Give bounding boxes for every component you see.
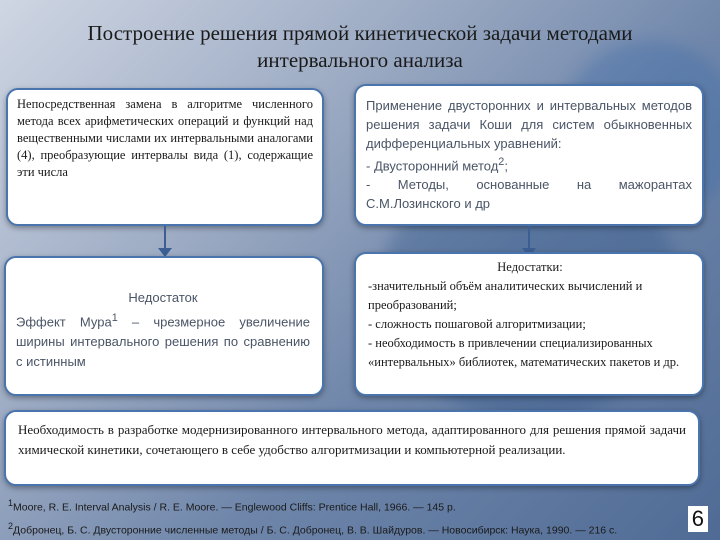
moore-effect-text: Эффект Мура$^1$ – чрезмерное увеличение ширины интервального решения по сравнению с истинным: [16, 312, 311, 370]
arrow-down-left: [156, 226, 174, 258]
two-sided-method-item: - Двусторонний метод$^2$;: [366, 156, 508, 174]
drawbacks-box: [354, 252, 704, 396]
direct-replacement-text: Непосредственная замена в алгоритме численного метода всех арифметических операций и функций над вещественными числами их интервальными аналогами (4), преобразующие интервалы вида (1), содержащие эти числа: [17, 97, 313, 179]
slide-title: Построение решения прямой кинетической задачи методами интервального анализа: [87, 21, 633, 72]
two-sided-methods-box: [354, 84, 704, 226]
conclusion-text: Необходимость в разработке модернизированного интервального метода, адаптированного для решения прямой задачи химической кинетики, сочетающего в себе удобство алгоритмизации и компьютерной реализации.: [18, 422, 686, 457]
drawback-line-3: - необходимость в привлечении специализированных «интервальных» библиотек, математических пакетов и др.: [368, 336, 680, 369]
moore-effect-box: [4, 256, 324, 396]
footnotes: [8, 494, 668, 539]
drawbacks-heading: Недостатки:: [497, 260, 563, 274]
page-number: 6: [688, 506, 708, 532]
footnote-1: $^1$Moore, R. E. Interval Analysis / R. E. Moore. — Englewood Cliffs: Prentice Hall, 1966. — 145 p.: [8, 498, 456, 514]
drawback-heading: Недостаток: [128, 290, 198, 305]
two-sided-methods-intro: Применение двусторонних и интервальных методов решения задачи Коши для систем обыкновенных дифференциальных уравнений:: [366, 98, 692, 151]
majorant-methods-item: - Методы, основанные на мажорантах С.М.Лозинского и др: [366, 177, 692, 212]
direct-replacement-box: [6, 88, 324, 226]
drawback-line-1: -значительный объём аналитических вычислений и преобразований;: [368, 279, 643, 312]
footnote-2: $^2$Добронец, Б. С. Двусторонние численные методы / Б. С. Добронец, В. В. Шайдуров. — Новосибирск: Наука, 1990. — 216 с.: [8, 520, 618, 536]
conclusion-box: [4, 410, 700, 486]
drawback-line-2: - сложность пошаговой алгоритмизации;: [368, 317, 586, 331]
